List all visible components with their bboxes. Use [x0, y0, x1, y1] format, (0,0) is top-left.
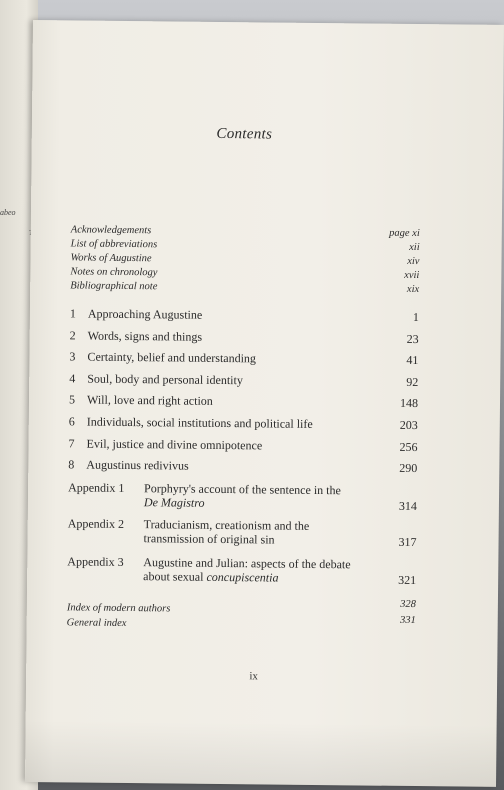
- appendix-title-line: Augustine and Julian: aspects of the debate: [143, 555, 351, 572]
- chapter-page: 256: [399, 439, 418, 455]
- chapter-page: 41: [406, 352, 419, 368]
- chapter-title: Individuals, social institutions and political life: [86, 414, 313, 431]
- toc-entry: [70, 224, 420, 240]
- page-title: Contents: [216, 125, 273, 143]
- index-title: Index of modern authors: [66, 602, 171, 615]
- appendix-title-line: De Magistro: [143, 495, 205, 510]
- index-page: 328: [400, 598, 416, 611]
- appendix-title-line: Porphyry's account of the sentence in the: [144, 481, 341, 498]
- chapter-title: Augustinus redivivus: [86, 457, 189, 473]
- entry-page: page xi: [389, 227, 420, 240]
- chapter-page: 290: [399, 460, 418, 476]
- chapter-entry: [69, 349, 419, 368]
- toc-entry: [70, 238, 420, 254]
- entry-page: xvii: [404, 269, 420, 282]
- index-entry: [66, 614, 416, 630]
- entry-page: xix: [406, 283, 420, 296]
- contents-page: [25, 20, 504, 787]
- toc-entry: [70, 280, 420, 296]
- left-page-fragment: abeo: [0, 208, 16, 217]
- appendix-label: Appendix 1: [68, 480, 125, 495]
- entry-page: xii: [409, 241, 420, 254]
- chapter-entry: [69, 371, 419, 390]
- appendix-page: 321: [398, 572, 417, 588]
- appendix-entry: [67, 516, 417, 550]
- chapter-title: Soul, body and personal identity: [87, 371, 243, 388]
- chapter-number: 3: [69, 349, 76, 364]
- chapter-page: 203: [399, 417, 418, 433]
- appendix-title-line: transmission of original sin: [143, 531, 275, 547]
- toc-entry: [70, 252, 420, 268]
- appendix-title-line: about sexual: [143, 569, 207, 584]
- index-entry: [66, 598, 416, 615]
- appendix-entry: [67, 554, 417, 588]
- index-title: General index: [66, 617, 127, 630]
- chapter-number: 4: [69, 371, 76, 386]
- chapter-entry: [68, 392, 419, 411]
- chapter-page: 92: [406, 374, 419, 390]
- entry-title: Acknowledgements: [70, 224, 152, 237]
- appendix-title-italic: concupiscentia: [206, 569, 279, 585]
- appendix-title: [144, 517, 310, 547]
- chapter-entry: [69, 306, 419, 325]
- chapter-entry: [68, 457, 418, 476]
- chapter-page: 1: [412, 309, 419, 325]
- chapter-entry: [68, 436, 418, 455]
- chapter-number: 6: [68, 414, 75, 429]
- entry-page: xiv: [407, 255, 420, 268]
- appendix-label: Appendix 3: [67, 554, 124, 569]
- chapter-title: Will, love and right action: [86, 392, 213, 408]
- chapter-number: 2: [69, 328, 76, 343]
- appendix-page: 314: [398, 498, 418, 514]
- entry-title: List of abbreviations: [70, 238, 158, 251]
- entry-title: Notes on chronology: [70, 266, 158, 279]
- toc-entry: [70, 266, 420, 282]
- entry-title: Bibliographical note: [70, 280, 158, 293]
- appendix-entry: [68, 480, 418, 514]
- chapter-title: Approaching Augustine: [87, 306, 203, 322]
- chapter-number: 8: [68, 457, 75, 472]
- page-number: ix: [249, 670, 258, 683]
- chapter-number: 1: [69, 306, 77, 321]
- chapter-title: Evil, justice and divine omnipotence: [86, 436, 263, 453]
- chapter-title: Certainty, belief and understanding: [87, 349, 257, 366]
- appendix-title-line: Traducianism, creationism and the: [143, 517, 310, 533]
- chapter-number: 5: [68, 392, 76, 407]
- chapter-page: 148: [399, 395, 419, 411]
- appendix-page: 317: [398, 534, 417, 550]
- entry-title: Works of Augustine: [70, 252, 152, 265]
- chapter-entry: [68, 414, 418, 433]
- appendix-label: Appendix 2: [67, 516, 125, 531]
- appendix-title: [144, 481, 341, 511]
- chapter-page: 23: [406, 331, 419, 347]
- index-page: 331: [399, 614, 416, 627]
- appendix-title: [143, 555, 351, 585]
- chapter-entry: [69, 328, 419, 347]
- chapter-title: Words, signs and things: [87, 328, 203, 344]
- chapter-number: 7: [68, 436, 75, 451]
